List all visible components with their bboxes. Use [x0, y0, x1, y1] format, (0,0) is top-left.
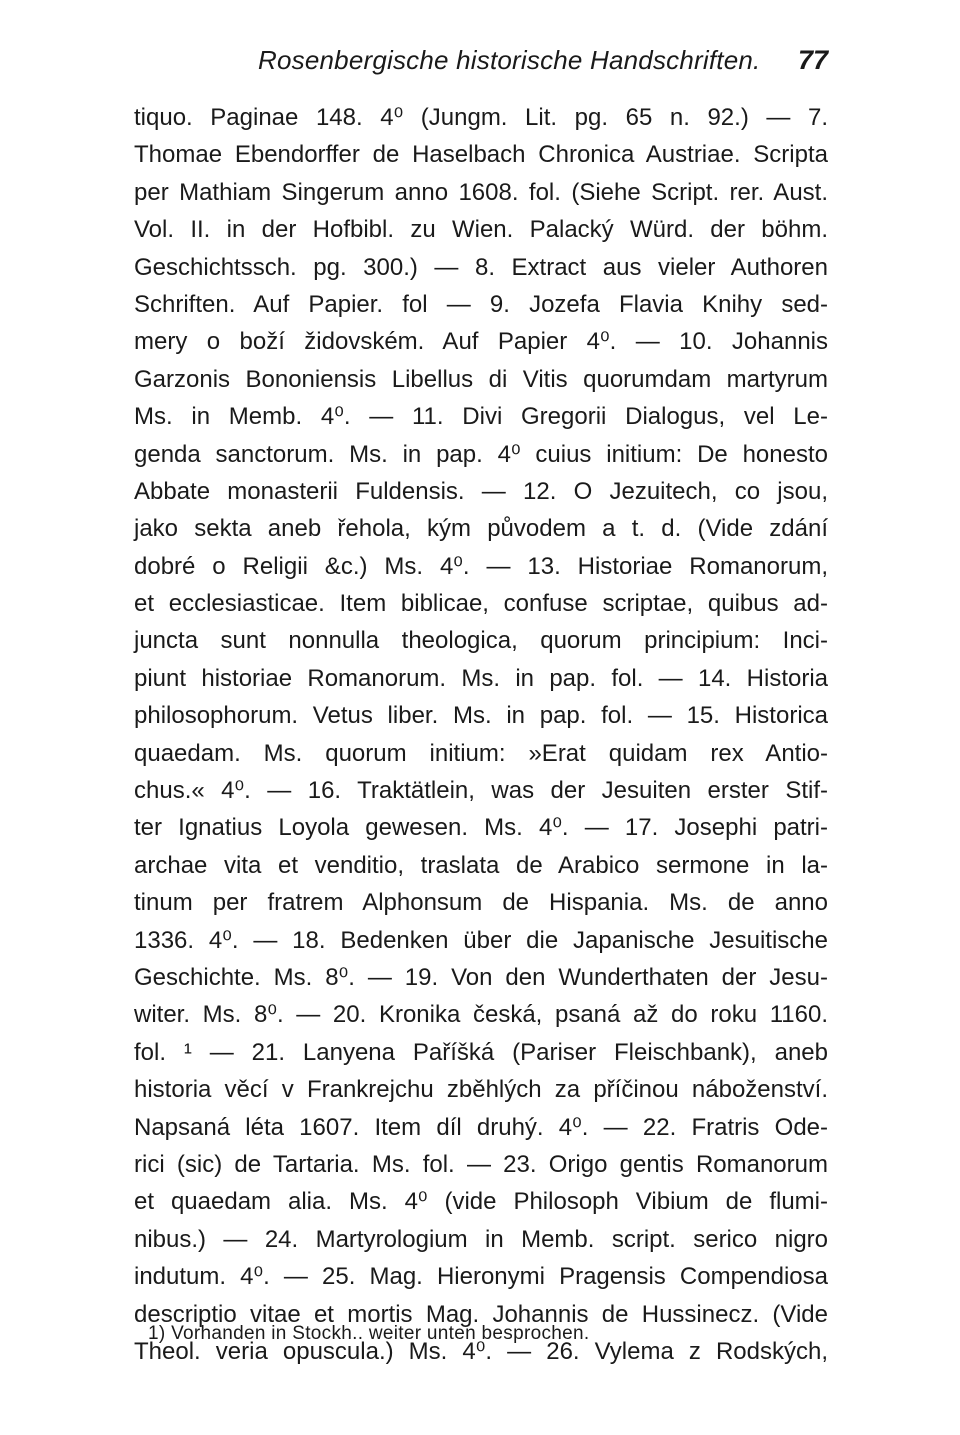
text-line: Garzonis Bononiensis Libellus di Vitis quorumdam martyrum	[134, 365, 828, 393]
text-line: descriptio vitae et mortis Mag. Johannis de Hussinecz. (Vide	[134, 1300, 828, 1328]
text-line: Vol. II. in der Hofbibl. zu Wien. Palacký Würd. der böhm.	[134, 216, 828, 244]
text-line: tiquo. Paginae 148. 4⁰ (Jungm. Lit. pg. 65 n. 92.) — 7.	[134, 104, 828, 131]
text-line: Abbate monasterii Fuldensis. — 12. O Jezuitech, co jsou,	[134, 477, 828, 505]
text-line: Napsaná léta 1607. Item díl druhý. 4⁰. — 22. Fratris Ode-	[134, 1113, 828, 1141]
text-line: Ms. in Memb. 4⁰. — 11. Divi Gregorii Dialogus, vel Le-	[134, 403, 828, 431]
text-line: genda sanctorum. Ms. in pap. 4⁰ cuius initium: De honesto	[134, 440, 828, 468]
text-line: ter Ignatius Loyola gewesen. Ms. 4⁰. — 17. Josephi patri-	[134, 814, 828, 842]
text-line: nibus.) — 24. Martyrologium in Memb. script. serico nigro	[134, 1225, 828, 1253]
text-line: Geschichte. Ms. 8⁰. — 19. Von den Wunderthaten der Jesu-	[134, 963, 828, 991]
body-text	[134, 99, 828, 1370]
text-line: et ecclesiasticae. Item biblicae, confuse scriptae, quibus ad-	[134, 590, 828, 618]
text-line: fol. ¹ — 21. Lanyena Paříšká (Pariser Fleischbank), aneb	[134, 1038, 828, 1066]
text-line: witer. Ms. 8⁰. — 20. Kronika česká, psaná až do roku 1160.	[134, 1001, 828, 1029]
text-line: mery o boží židovském. Auf Papier 4⁰. — 10. Johannis	[134, 328, 828, 356]
running-title: Rosenbergische historische Handschriften.	[258, 45, 761, 75]
text-line: quaedam. Ms. quorum initium: »Erat quidam rex Antio-	[134, 739, 828, 767]
text-line: Theol. veria opuscula.) Ms. 4⁰. — 26. Vylema z Rodských,	[134, 1337, 828, 1365]
text-line: 1336. 4⁰. — 18. Bedenken über die Japanische Jesuitische	[134, 926, 828, 954]
running-header	[134, 42, 828, 82]
footnote: 1) Vorhanden in Stockh.. weiter unten besprochen.	[148, 1323, 590, 1344]
text-line: dobré o Religii &c.) Ms. 4⁰. — 13. Historiae Romanorum,	[134, 552, 828, 580]
text-line: rici (sic) de Tartaria. Ms. fol. — 23. Origo gentis Romanorum	[134, 1150, 828, 1178]
text-line: per Mathiam Singerum anno 1608. fol. (Siehe Script. rer. Aust.	[134, 178, 828, 206]
text-line: indutum. 4⁰. — 25. Mag. Hieronymi Pragensis Compendiosa	[134, 1263, 828, 1291]
text-line: historia věcí v Frankrejchu zběhlých za příčinou náboženství.	[134, 1076, 828, 1104]
text-line: chus.« 4⁰. — 16. Traktätlein, was der Jesuiten erster Stif-	[134, 777, 828, 805]
text-line: philosophorum. Vetus liber. Ms. in pap. fol. — 15. Historica	[134, 702, 828, 730]
text-line: juncta sunt nonnulla theologica, quorum principium: Inci-	[134, 627, 828, 655]
text-line: Geschichtssch. pg. 300.) — 8. Extract aus vieler Authoren	[134, 253, 828, 281]
text-line: tinum per fratrem Alphonsum de Hispania. Ms. de anno	[134, 889, 828, 917]
page-number: 77	[797, 45, 828, 75]
text-line: piunt historiae Romanorum. Ms. in pap. fol. — 14. Historia	[134, 664, 828, 692]
text-line: et quaedam alia. Ms. 4⁰ (vide Philosoph Vibium de flumi-	[134, 1188, 828, 1216]
text-line: jako sekta aneb řehola, kým původem a t. d. (Vide zdání	[134, 515, 828, 543]
text-line: Thomae Ebendorffer de Haselbach Chronica Austriae. Scripta	[134, 141, 828, 169]
text-line: Schriften. Auf Papier. fol — 9. Jozefa Flavia Knihy sed-	[134, 290, 828, 318]
text-line: archae vita et venditio, traslata de Arabico sermone in la-	[134, 851, 828, 879]
